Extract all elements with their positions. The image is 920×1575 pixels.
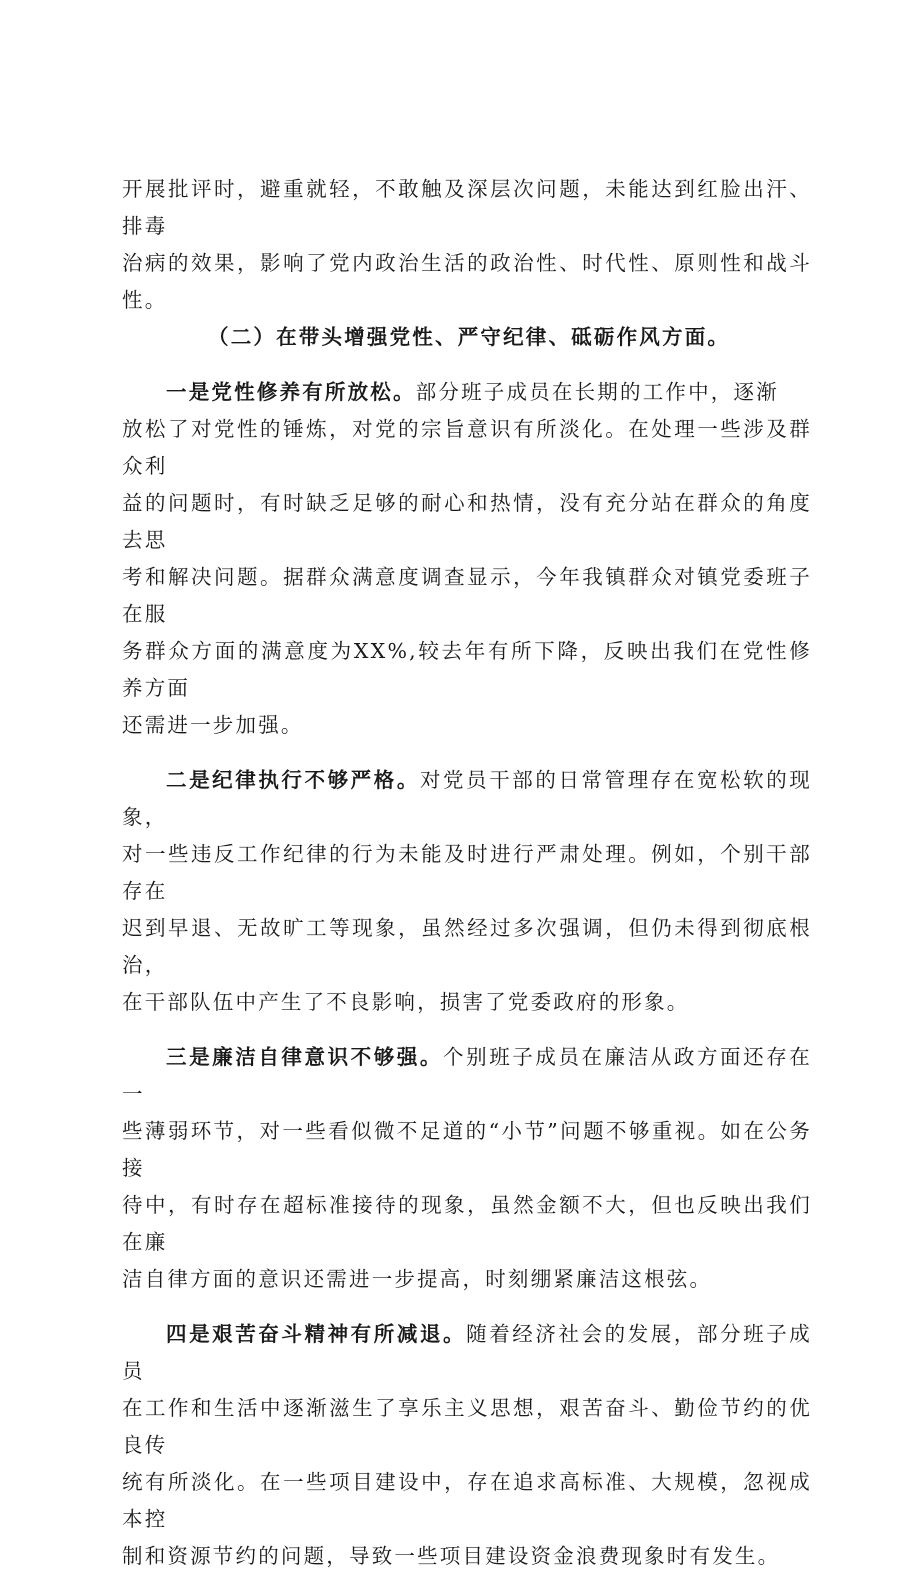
item-lead: 一是党性修养有所放松。 bbox=[166, 380, 416, 404]
paragraph-continued bbox=[122, 171, 812, 319]
text-line: 对一些违反工作纪律的行为未能及时进行严肃处理。例如，个别干部存在 bbox=[122, 842, 812, 903]
text-line: 些薄弱环节，对一些看似微不足道的“小节”问题不够重视。如在公务接 bbox=[122, 1119, 812, 1180]
item-lead: 二是纪律执行不够严格。 bbox=[166, 768, 420, 792]
item-paragraph-1 bbox=[122, 374, 812, 744]
item-lead: 三是廉洁自律意识不够强。 bbox=[166, 1045, 444, 1069]
text-line: 统有所淡化。在一些项目建设中，存在追求高标准、大规模，忽视成本控 bbox=[122, 1470, 812, 1531]
text-line: 在工作和生活中逐渐滋生了享乐主义思想，艰苦奋斗、勤俭节约的优良传 bbox=[122, 1396, 812, 1457]
text-line: 个别班子成员在廉洁从政方面还存在一 bbox=[122, 1045, 813, 1106]
text-line: 益的问题时，有时缺乏足够的耐心和热情，没有充分站在群众的角度去思 bbox=[122, 491, 812, 552]
text-line: 放松了对党性的锤炼，对党的宗旨意识有所淡化。在处理一些涉及群众利 bbox=[122, 417, 812, 478]
text-line: 对党员干部的日常管理存在宽松软的现象， bbox=[122, 768, 812, 829]
item-lead: 四是艰苦奋斗精神有所减退。 bbox=[166, 1322, 467, 1346]
text-line: 待中，有时存在超标准接待的现象，虽然金额不大，但也反映出我们在廉 bbox=[122, 1193, 812, 1254]
text-line: 制和资源节约的问题，导致一些项目建设资金浪费现象时有发生。 bbox=[122, 1544, 781, 1568]
section-heading: （二）在带头增强党性、严守纪律、砥砺作风方面。 bbox=[208, 325, 731, 349]
text-line: 迟到早退、无故旷工等现象，虽然经过多次强调，但仍未得到彻底根治， bbox=[122, 916, 812, 977]
document-body bbox=[122, 171, 812, 1575]
text-line: 还需进一步加强。 bbox=[122, 713, 304, 737]
text-line: 治病的效果，影响了党内政治生活的政治性、时代性、原则性和战斗性。 bbox=[122, 251, 812, 312]
item-paragraph-3 bbox=[122, 1039, 812, 1298]
item-paragraph-4 bbox=[122, 1316, 812, 1575]
item-paragraph-2 bbox=[122, 762, 812, 1021]
text-line: 务群众方面的满意度为XX%,较去年有所下降，反映出我们在党性修养方面 bbox=[122, 639, 812, 700]
text-line: 在干部队伍中产生了不良影响，损害了党委政府的形象。 bbox=[122, 990, 690, 1014]
text-line: 随着经济社会的发展，部分班子成员 bbox=[122, 1322, 812, 1383]
text-line: 部分班子成员在长期的工作中，逐渐 bbox=[415, 380, 779, 404]
text-line: 考和解决问题。据群众满意度调查显示，今年我镇群众对镇党委班子在服 bbox=[122, 565, 812, 626]
text-line: 开展批评时，避重就轻，不敢触及深层次问题，未能达到红脸出汗、排毒 bbox=[122, 177, 812, 238]
text-line: 洁自律方面的意识还需进一步提高，时刻绷紧廉洁这根弦。 bbox=[122, 1267, 713, 1291]
